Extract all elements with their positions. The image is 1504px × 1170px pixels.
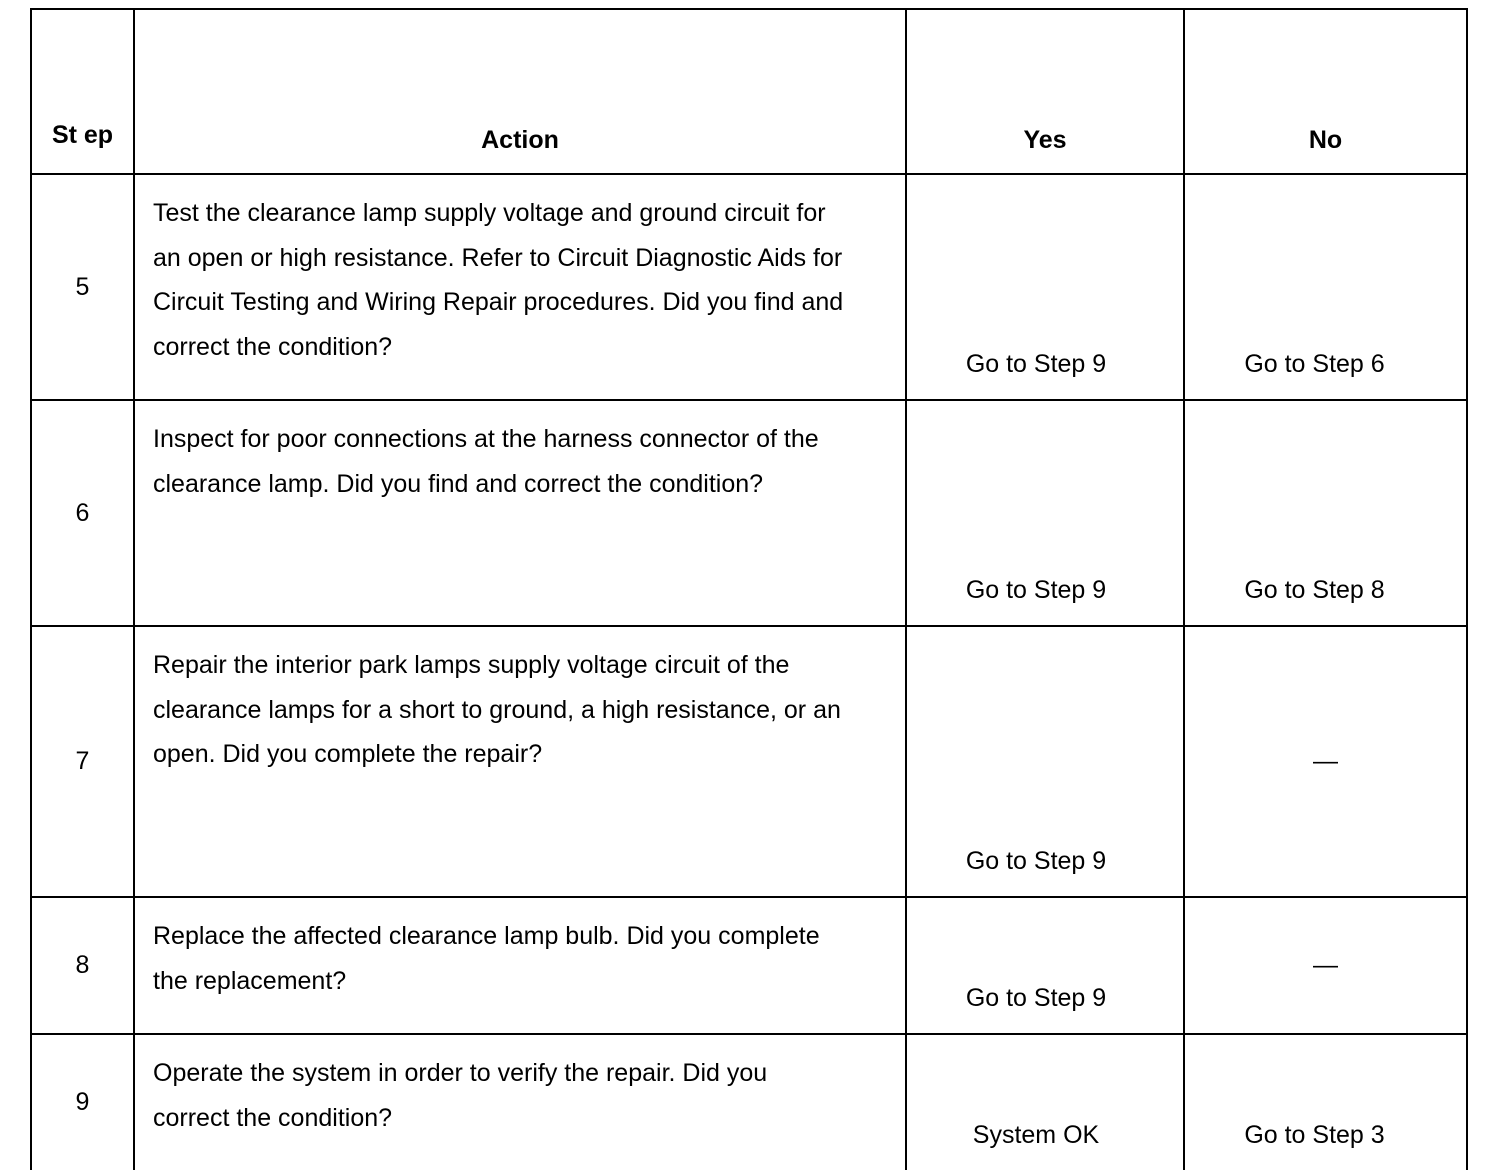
- no-result: Go to Step 3: [1184, 1034, 1467, 1170]
- yes-result: Go to Step 9: [906, 174, 1184, 400]
- yes-result: Go to Step 9: [906, 897, 1184, 1034]
- table-row: [31, 897, 1467, 1034]
- step-action: Replace the affected clearance lamp bulb. Did you complete the replacement?: [134, 897, 906, 1034]
- table-row: [31, 174, 1467, 400]
- header-yes: Yes: [906, 9, 1184, 174]
- header-step: St ep: [31, 9, 134, 174]
- header-action: Action: [134, 9, 906, 174]
- yes-result: Go to Step 9: [906, 626, 1184, 897]
- no-result: Go to Step 8: [1184, 400, 1467, 626]
- table-header-row: [31, 9, 1467, 174]
- yes-result: System OK: [906, 1034, 1184, 1170]
- step-action: Inspect for poor connections at the harness connector of the clearance lamp. Did you find and correct the condition?: [134, 400, 906, 626]
- yes-result: Go to Step 9: [906, 400, 1184, 626]
- step-number: 9: [31, 1034, 134, 1170]
- step-number: 7: [31, 626, 134, 897]
- diagnostic-table: [30, 8, 1468, 1170]
- step-number: 8: [31, 897, 134, 1034]
- step-number: 5: [31, 174, 134, 400]
- step-action: Test the clearance lamp supply voltage and ground circuit for an open or high resistance. Refer to Circuit Diagnostic Aids for Circuit Testing and Wiring Repair procedures. Did you find and correct the condition?: [134, 174, 906, 400]
- header-no: No: [1184, 9, 1467, 174]
- step-action: Repair the interior park lamps supply voltage circuit of the clearance lamps for a short to ground, a high resistance, or an open. Did you complete the repair?: [134, 626, 906, 897]
- no-result: —: [1184, 626, 1467, 897]
- step-number: 6: [31, 400, 134, 626]
- table-row: [31, 1034, 1467, 1170]
- table-row: [31, 400, 1467, 626]
- no-result: Go to Step 6: [1184, 174, 1467, 400]
- step-action: Operate the system in order to verify the repair. Did you correct the condition?: [134, 1034, 906, 1170]
- no-result: —: [1184, 897, 1467, 1034]
- table-row: [31, 626, 1467, 897]
